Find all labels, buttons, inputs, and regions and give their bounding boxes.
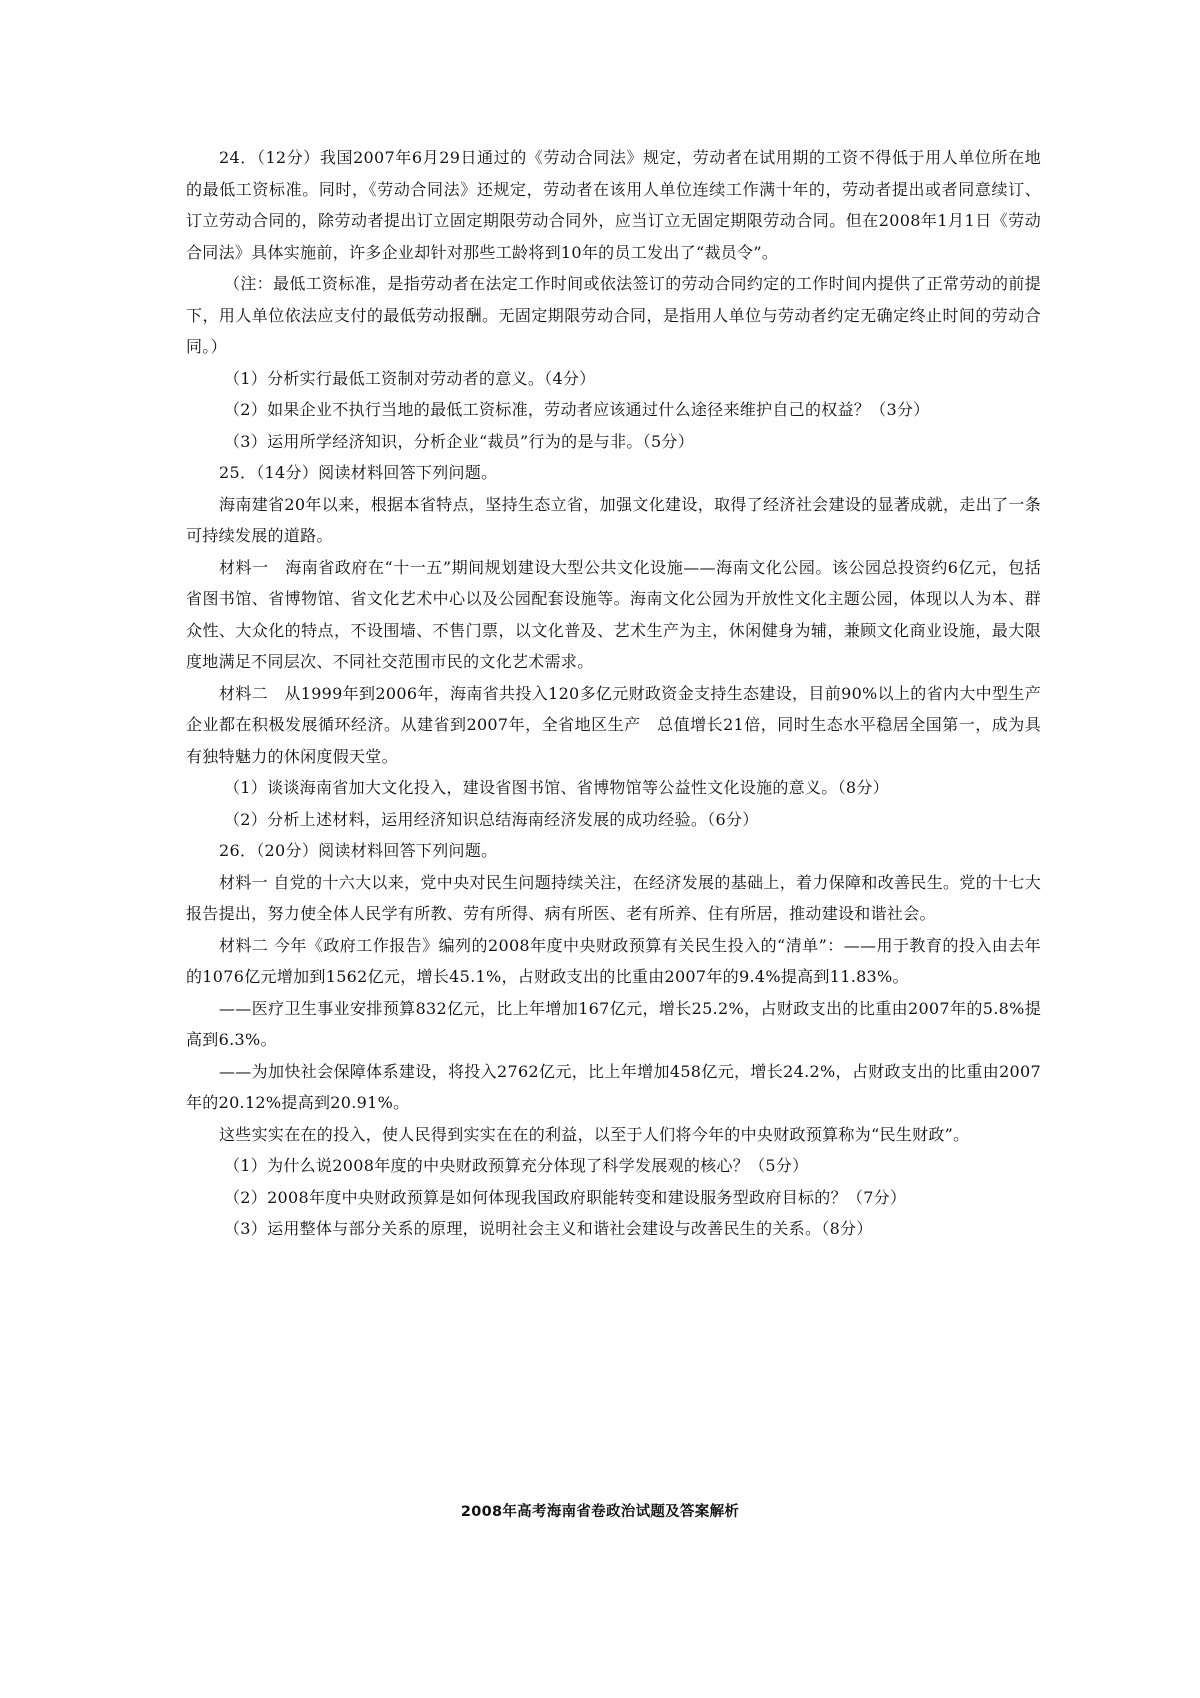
q26-material-2: 材料二 今年《政府工作报告》编列的2008年度中央财政预算有关民生投入的“清单”：——用于教育的投入由去年的1076亿元增加到1562亿元，增长45.1%，占财政支出的比重由2007年的9.4%提高到11.83%。 xyxy=(186,935,1041,986)
q26-material-2-social-security: ——为加快社会保障体系建设，将投入2762亿元，比上年增加458亿元，增长24.2%，占财政支出的比重由2007年的20.12%提高到20.91%。 xyxy=(186,1061,1041,1112)
q25-material-1: 材料一 海南省政府在“十一五”期间规划建设大型公共文化设施——海南文化公园。该公园总投资约6亿元，包括省图书馆、省博物馆、省文化艺术中心以及公园配套设施等。海南文化公园为开放性文化主题公园，体现以人为本、群众性、大众化的特点，不设围墙、不售门票，以文化普及、艺术生产为主，休闲健身为辅，兼顾文化商业设施，最大限度地满足不同层次、不同社交范围市民的文化艺术需求。 xyxy=(186,557,1041,671)
q26-sub-3: （3）运用整体与部分关系的原理，说明社会主义和谐社会建设与改善民生的关系。（8分） xyxy=(224,1219,873,1238)
q26-sub-1: （1）为什么说2008年度的中央财政预算充分体现了科学发展观的核心？（5分） xyxy=(224,1156,809,1175)
q26-material-1: 材料一 自党的十六大以来，党中央对民生问题持续关注，在经济发展的基础上，着力保障和改善民生。党的十七大报告提出，努力使全体人民学有所教、劳有所得、病有所医、老有所养、住有所居，推动建设和谐社会。 xyxy=(186,872,1041,923)
q24-note: （注：最低工资标准，是指劳动者在法定工作时间或依法签订的劳动合同约定的工作时间内提供了正常劳动的前提下，用人单位依法应支付的最低劳动报酬。无固定期限劳动合同，是指用人单位与劳动者约定无确定终止时间的劳动合同。） xyxy=(186,274,1041,356)
document-body xyxy=(186,142,1041,1245)
q24-sub-2: （2）如果企业不执行当地的最低工资标准，劳动者应该通过什么途径来维护自己的权益？（3分） xyxy=(224,400,930,419)
footer-title: 2008年高考海南省卷政治试题及答案解析 xyxy=(460,1504,740,1520)
q24-stem: 24．（12分）我国2007年6月29日通过的《劳动合同法》规定，劳动者在试用期的工资不得低于用人单位所在地的最低工资标准。同时，《劳动合同法》还规定，劳动者在该用人单位连续工作满十年的，劳动者提出或者同意续订、订立劳动合同的，除劳动者提出订立固定期限劳动合同外，应当订立无固定期限劳动合同。但在2008年1月1日《劳动合同法》具体实施前，许多企业却针对那些工龄将到10年的员工发出了“裁员令”。 xyxy=(186,148,1041,262)
q25-intro: 海南建省20年以来，根据本省特点，坚持生态立省，加强文化建设，取得了经济社会建设的显著成就，走出了一条可持续发展的道路。 xyxy=(186,494,1041,545)
q26-stem: 26．（20分）阅读材料回答下列问题。 xyxy=(219,841,498,860)
q26-sub-2: （2）2008年度中央财政预算是如何体现我国政府职能转变和建设服务型政府目标的？（7分） xyxy=(224,1187,907,1207)
q26-material-2-health: ——医疗卫生事业安排预算832亿元，比上年增加167亿元，增长25.2%，占财政支出的比重由2007年的5.8%提高到6.3%。 xyxy=(186,998,1041,1049)
q24-sub-3: （3）运用所学经济知识，分析企业“裁员”行为的是与非。（5分） xyxy=(224,431,695,451)
q26-material-2-summary: 这些实实在在的投入，使人民得到实实在在的利益，以至于人们将今年的中央财政预算称为“民生财政”。 xyxy=(219,1124,970,1144)
q25-sub-2: （2）分析上述材料，运用经济知识总结海南经济发展的成功经验。（6分） xyxy=(224,809,759,829)
q25-material-2: 材料二 从1999年到2006年，海南省共投入120多亿元财政资金支持生态建设，目前90%以上的省内大中型生产企业都在积极发展循环经济。从建省到2007年，全省地区生产 总值增长21倍，同时生态水平稳居全国第一，成为具有独特魅力的休闲度假天堂。 xyxy=(186,683,1041,766)
q25-sub-1: （1）谈谈海南省加大文化投入，建设省图书馆、省博物馆等公益性文化设施的意义。（8分） xyxy=(224,778,889,797)
q24-sub-1: （1）分析实行最低工资制对劳动者的意义。（4分） xyxy=(224,368,596,388)
q25-stem: 25．（14分）阅读材料回答下列问题。 xyxy=(219,463,498,482)
